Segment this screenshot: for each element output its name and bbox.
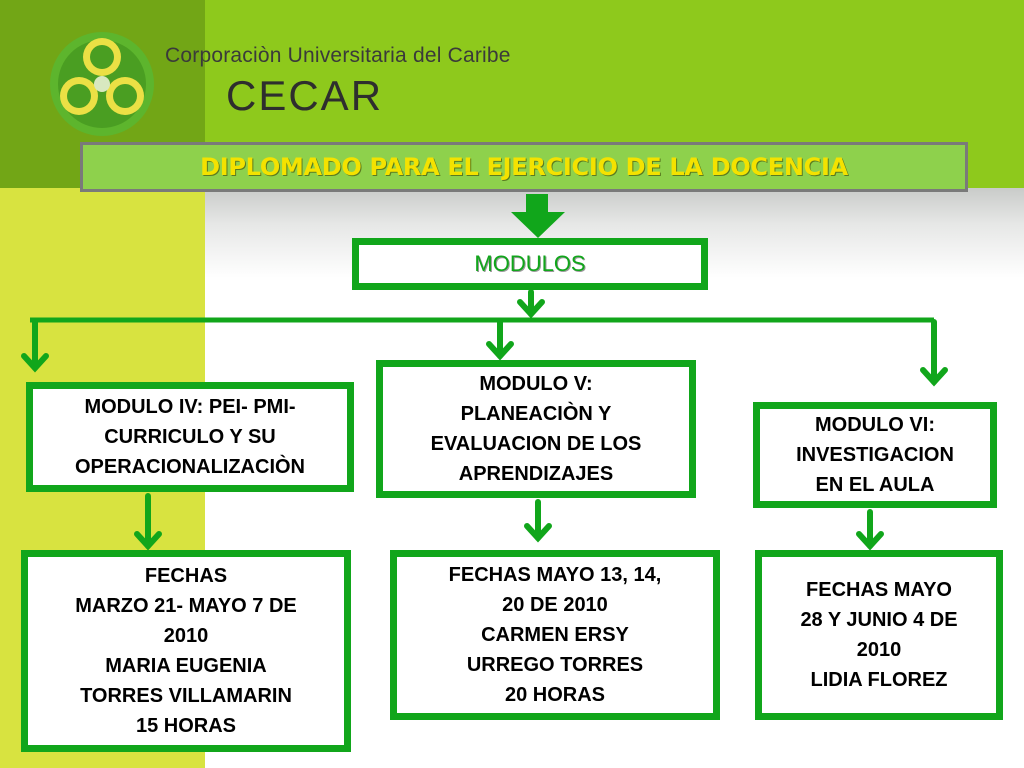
branch-arrow-left-icon (24, 322, 46, 368)
module-v-detail-line: URREGO TORRES (466, 654, 644, 676)
module-vi-line: MODULO VI: (814, 414, 935, 436)
module-v-line: MODULO V: (479, 373, 593, 395)
module-vi-detail-line: LIDIA FLOREZ (810, 669, 948, 691)
module-vi-detail-line: 28 Y JUNIO 4 DE (800, 609, 958, 631)
module-vi-down-arrow-icon (859, 512, 881, 546)
module-iv-detail-line: 2010 (163, 625, 209, 647)
module-v-node (376, 360, 696, 498)
diagram-title: DIPLOMADO PARA EL EJERCICIO DE LA DOCENCIA (200, 153, 848, 181)
module-iv-down-arrow-icon (137, 496, 159, 546)
branch-arrow-right-icon (923, 322, 945, 382)
module-vi-line: INVESTIGACION (796, 444, 954, 466)
module-v-line: EVALUACION DE LOS (430, 433, 642, 455)
module-iv-detail-line: FECHAS (144, 565, 228, 587)
module-iv-line: OPERACIONALIZACIÒN (75, 456, 305, 478)
module-iv-node (26, 382, 354, 492)
module-v-detail-line: 20 HORAS (504, 684, 605, 706)
root-down-arrow-icon (520, 292, 542, 314)
module-vi-details-node (755, 550, 1003, 720)
module-vi-detail-line: FECHAS MAYO (806, 579, 952, 601)
module-iv-detail-line: 15 HORAS (135, 715, 237, 737)
module-iv-detail-line: TORRES VILLAMARIN (80, 685, 292, 707)
module-v-detail-line: CARMEN ERSY (481, 624, 629, 646)
modulos-label: MODULOS (474, 251, 586, 276)
module-v-detail-line: 20 DE 2010 (502, 594, 608, 616)
module-iv-line: CURRICULO Y SU (104, 426, 276, 448)
organization-name: Corporaciòn Universitaria del Caribe (165, 44, 511, 67)
module-v-line: APRENDIZAJES (458, 463, 614, 485)
title-down-arrow-icon (511, 194, 565, 238)
modulos-node (352, 238, 708, 290)
module-iv-detail-line: MARIA EUGENIA (105, 655, 267, 677)
branch-arrow-middle-icon (489, 322, 511, 356)
module-vi-node (753, 402, 997, 508)
organization-acronym: CECAR (226, 72, 384, 119)
module-iv-details-node (21, 550, 351, 752)
module-v-down-arrow-icon (527, 502, 549, 538)
module-vi-detail-line: 2010 (856, 639, 902, 661)
module-iv-detail-line: MARZO 21- MAYO 7 DE (75, 595, 297, 617)
module-vi-line: EN EL AULA (815, 474, 935, 496)
module-v-line: PLANEACIÒN Y (460, 403, 612, 425)
module-v-details-node (390, 550, 720, 720)
module-v-detail-line: FECHAS MAYO 13, 14, (448, 564, 662, 586)
module-iv-line: MODULO IV: PEI- PMI- (84, 396, 296, 418)
